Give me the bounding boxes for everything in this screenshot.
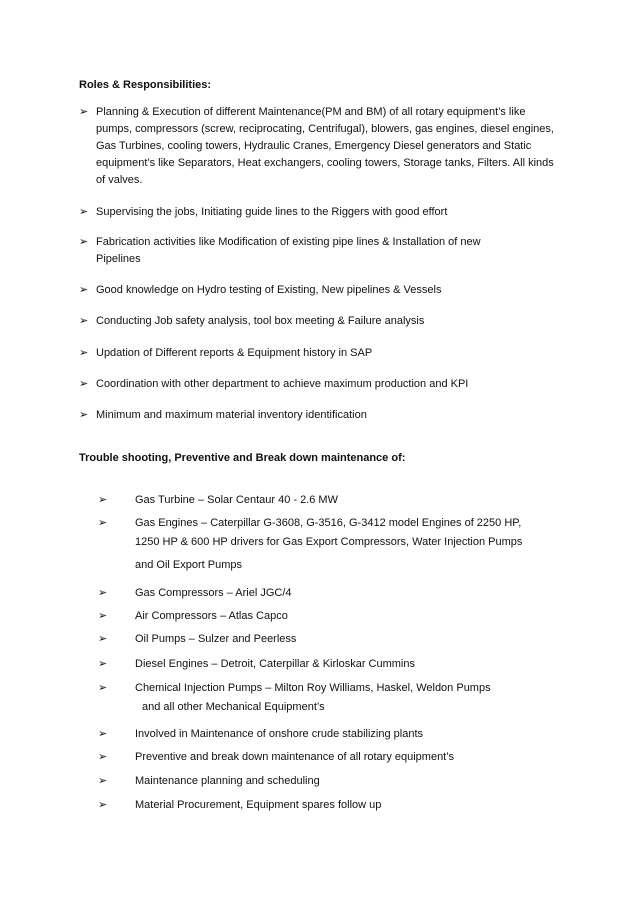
trouble-item-text: Chemical Injection Pumps – Milton Roy Williams, Haskel, Weldon Pumps and all other Mechanical Equipment’s xyxy=(135,682,491,713)
bullet-arrow-icon: ➢ xyxy=(79,284,89,296)
bullet-arrow-icon: ➢ xyxy=(79,236,89,248)
bullet-arrow-icon: ➢ xyxy=(98,494,108,506)
roles-heading: Roles & Responsibilities: xyxy=(79,79,212,91)
roles-item xyxy=(79,313,559,330)
trouble-item xyxy=(98,749,558,765)
roles-item xyxy=(79,407,559,424)
roles-item xyxy=(79,234,559,268)
roles-item-text: Supervising the jobs, Initiating guide lines to the Riggers with good effort xyxy=(96,206,448,218)
bullet-arrow-icon: ➢ xyxy=(79,106,89,118)
bullet-arrow-icon: ➢ xyxy=(79,206,89,218)
trouble-item-text: Preventive and break down maintenance of all rotary equipment’s xyxy=(135,751,454,763)
roles-item-text: Coordination with other department to achieve maximum production and KPI xyxy=(96,378,469,390)
roles-item-text: Planning & Execution of different Maintenance(PM and BM) of all rotary equipment’s like pumps, compressors (screw, reciprocating, Centrifugal), blowers, gas engines, diesel engines, Gas Turbines, cooling towers, Hydraulic Cranes, Emergency Diesel generators and Static equipment’s like Separators, Heat exchangers, cooling towers, Storage tanks, Filters. All kinds of valves. xyxy=(96,106,554,186)
trouble-item-text: Maintenance planning and scheduling xyxy=(135,775,320,787)
roles-item xyxy=(79,104,559,189)
bullet-arrow-icon: ➢ xyxy=(98,610,108,622)
trouble-item xyxy=(98,608,558,624)
trouble-item xyxy=(98,797,558,813)
roles-item xyxy=(79,204,559,221)
trouble-item-text: Gas Engines – Caterpillar G-3608, G-3516, G-3412 model Engines of 2250 HP, 1250 HP & 600 HP drivers for Gas Export Compressors, Water Injection Pumps and Oil Export Pumps xyxy=(135,517,523,571)
trouble-heading: Trouble shooting, Preventive and Break down maintenance of: xyxy=(79,452,406,464)
bullet-arrow-icon: ➢ xyxy=(98,633,108,645)
bullet-arrow-icon: ➢ xyxy=(98,517,108,529)
roles-item xyxy=(79,345,559,362)
roles-item xyxy=(79,282,559,299)
trouble-item xyxy=(98,492,558,508)
bullet-arrow-icon: ➢ xyxy=(98,751,108,763)
trouble-item xyxy=(98,515,558,577)
roles-item-text: Updation of Different reports & Equipment history in SAP xyxy=(96,347,373,359)
trouble-item xyxy=(98,773,558,789)
trouble-item-text: Material Procurement, Equipment spares follow up xyxy=(135,799,382,811)
roles-item xyxy=(79,376,559,393)
bullet-arrow-icon: ➢ xyxy=(98,682,108,694)
trouble-item-text: Air Compressors – Atlas Capco xyxy=(135,610,288,622)
trouble-item-text: Diesel Engines – Detroit, Caterpillar & Kirloskar Cummins xyxy=(135,658,415,670)
trouble-item-text: Oil Pumps – Sulzer and Peerless xyxy=(135,633,297,645)
bullet-arrow-icon: ➢ xyxy=(79,378,89,390)
roles-item-text: Conducting Job safety analysis, tool box meeting & Failure analysis xyxy=(96,315,425,327)
trouble-item-text: Gas Compressors – Ariel JGC/4 xyxy=(135,587,292,599)
bullet-arrow-icon: ➢ xyxy=(79,315,89,327)
trouble-item xyxy=(98,680,558,718)
trouble-item-text: Gas Turbine – Solar Centaur 40 - 2.6 MW xyxy=(135,494,338,506)
roles-item-text: Good knowledge on Hydro testing of Existing, New pipelines & Vessels xyxy=(96,284,442,296)
bullet-arrow-icon: ➢ xyxy=(98,728,108,740)
bullet-arrow-icon: ➢ xyxy=(98,587,108,599)
bullet-arrow-icon: ➢ xyxy=(98,775,108,787)
trouble-item xyxy=(98,585,558,601)
bullet-arrow-icon: ➢ xyxy=(98,658,108,670)
trouble-item xyxy=(98,726,558,742)
trouble-item-text: Involved in Maintenance of onshore crude stabilizing plants xyxy=(135,728,424,740)
roles-item-text: Fabrication activities like Modification of existing pipe lines & Installation of new Pipelines xyxy=(96,236,481,265)
trouble-item xyxy=(98,656,558,672)
bullet-arrow-icon: ➢ xyxy=(98,799,108,811)
bullet-arrow-icon: ➢ xyxy=(79,409,89,421)
trouble-item xyxy=(98,631,558,647)
bullet-arrow-icon: ➢ xyxy=(79,347,89,359)
roles-item-text: Minimum and maximum material inventory identification xyxy=(96,409,367,421)
